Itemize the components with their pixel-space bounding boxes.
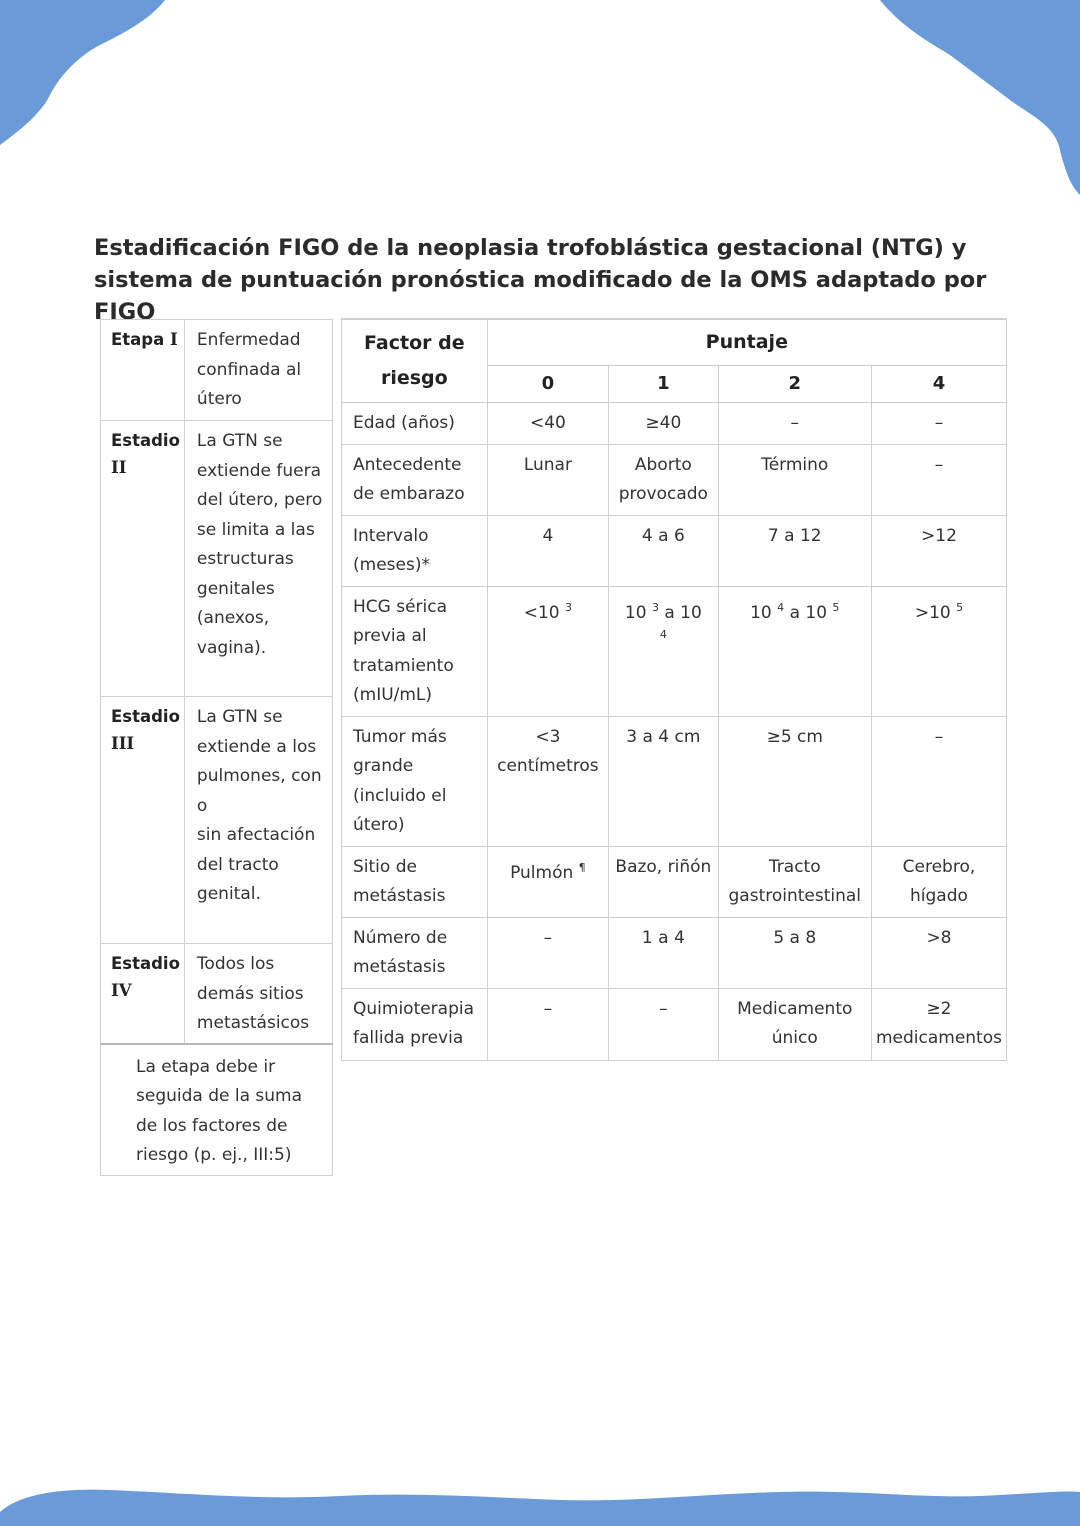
stage-name: Estadio III — [101, 697, 185, 944]
stage-name: Estadio II — [101, 421, 185, 697]
stage-description: Todos los demás sitios metastásicos — [184, 944, 332, 1044]
score-cell: ≥2 medicamentos — [871, 988, 1006, 1060]
risk-factor: Intervalo (meses)* — [342, 515, 488, 586]
risk-factor: Tumor más grande (incluido el útero) — [342, 716, 488, 846]
table-row — [101, 1044, 333, 1176]
table-row — [342, 716, 1007, 846]
table-row — [101, 697, 333, 944]
score-cell: 1 a 4 — [609, 917, 718, 988]
score-cell: – — [487, 917, 608, 988]
risk-factor: Número de metástasis — [342, 917, 488, 988]
table-row — [101, 944, 333, 1044]
figo-stage-table — [100, 319, 333, 1176]
score-cell: 3 a 4 cm — [609, 716, 718, 846]
score-cell: – — [871, 444, 1006, 515]
stage-description: La GTN se extiende fuera del útero, pero se limita a las estructuras genitales (anexos, vagina). — [184, 421, 332, 697]
score-cell: Tracto gastrointestinal — [718, 846, 871, 917]
score-cell: <40 — [487, 403, 608, 445]
score-cell: 4 — [487, 515, 608, 586]
score-cell: Bazo, riñón — [609, 846, 718, 917]
top-right-wave-decoration — [880, 0, 1080, 195]
table-row — [101, 421, 333, 697]
stage-name: Etapa I — [101, 320, 185, 421]
table-row — [342, 444, 1007, 515]
risk-factor: HCG sérica previa al tratamiento (mIU/mL) — [342, 586, 488, 716]
stage-note: La etapa debe ir seguida de la suma de los factores de riesgo (p. ej., III:5) — [101, 1044, 333, 1176]
score-column-header: 1 — [609, 365, 718, 402]
score-cell: ≥5 cm — [718, 716, 871, 846]
score-cell: 7 a 12 — [718, 515, 871, 586]
table-row — [342, 515, 1007, 586]
score-cell: Medicamento único — [718, 988, 871, 1060]
table-row — [342, 917, 1007, 988]
stage-description: Enfermedad confinada al útero — [184, 320, 332, 421]
score-cell: <3 centímetros — [487, 716, 608, 846]
score-column-header: 4 — [871, 365, 1006, 402]
score-header: Puntaje — [487, 319, 1006, 365]
score-cell: – — [871, 403, 1006, 445]
factor-header: Factor de riesgo — [342, 319, 488, 403]
table-header-row — [342, 319, 1007, 365]
score-cell: Término — [718, 444, 871, 515]
stage-description: La GTN se extiende a los pulmones, con o sin afectación del tracto genital. — [184, 697, 332, 944]
table-row — [342, 403, 1007, 445]
score-cell: >10 $^5$ — [871, 586, 1006, 716]
score-cell: Cerebro, hígado — [871, 846, 1006, 917]
score-column-header: 0 — [487, 365, 608, 402]
table-row — [342, 988, 1007, 1060]
score-cell: ≥40 — [609, 403, 718, 445]
score-cell: 10 $^4$ a 10 $^5$ — [718, 586, 871, 716]
score-cell: 4 a 6 — [609, 515, 718, 586]
score-cell: – — [487, 988, 608, 1060]
document-title: Estadificación FIGO de la neoplasia trofoblástica gestacional (NTG) y sistema de puntuación pronóstica modificado de la OMS adaptado por FIGO — [94, 235, 987, 325]
top-left-wave-decoration — [0, 0, 170, 150]
score-cell: – — [871, 716, 1006, 846]
score-cell: Lunar — [487, 444, 608, 515]
risk-factor: Sitio de metástasis — [342, 846, 488, 917]
score-cell: >8 — [871, 917, 1006, 988]
score-cell: – — [609, 988, 718, 1060]
risk-factor: Antecedente de embarazo — [342, 444, 488, 515]
score-cell: >12 — [871, 515, 1006, 586]
score-cell: 10 $^3$ a 10 4 — [609, 586, 718, 716]
who-prognostic-score-table — [341, 318, 1007, 1061]
table-row — [101, 320, 333, 421]
table-row — [342, 846, 1007, 917]
score-cell: Aborto provocado — [609, 444, 718, 515]
score-cell: Pulmón ¶ — [487, 846, 608, 917]
score-column-header: 2 — [718, 365, 871, 402]
stage-name: Estadio IV — [101, 944, 185, 1044]
score-cell: – — [718, 403, 871, 445]
risk-factor: Edad (años) — [342, 403, 488, 445]
risk-factor: Quimioterapia fallida previa — [342, 988, 488, 1060]
score-cell: 5 a 8 — [718, 917, 871, 988]
table-row — [342, 586, 1007, 716]
score-cell: <10 $^3$ — [487, 586, 608, 716]
bottom-wave-decoration — [0, 1482, 1080, 1526]
